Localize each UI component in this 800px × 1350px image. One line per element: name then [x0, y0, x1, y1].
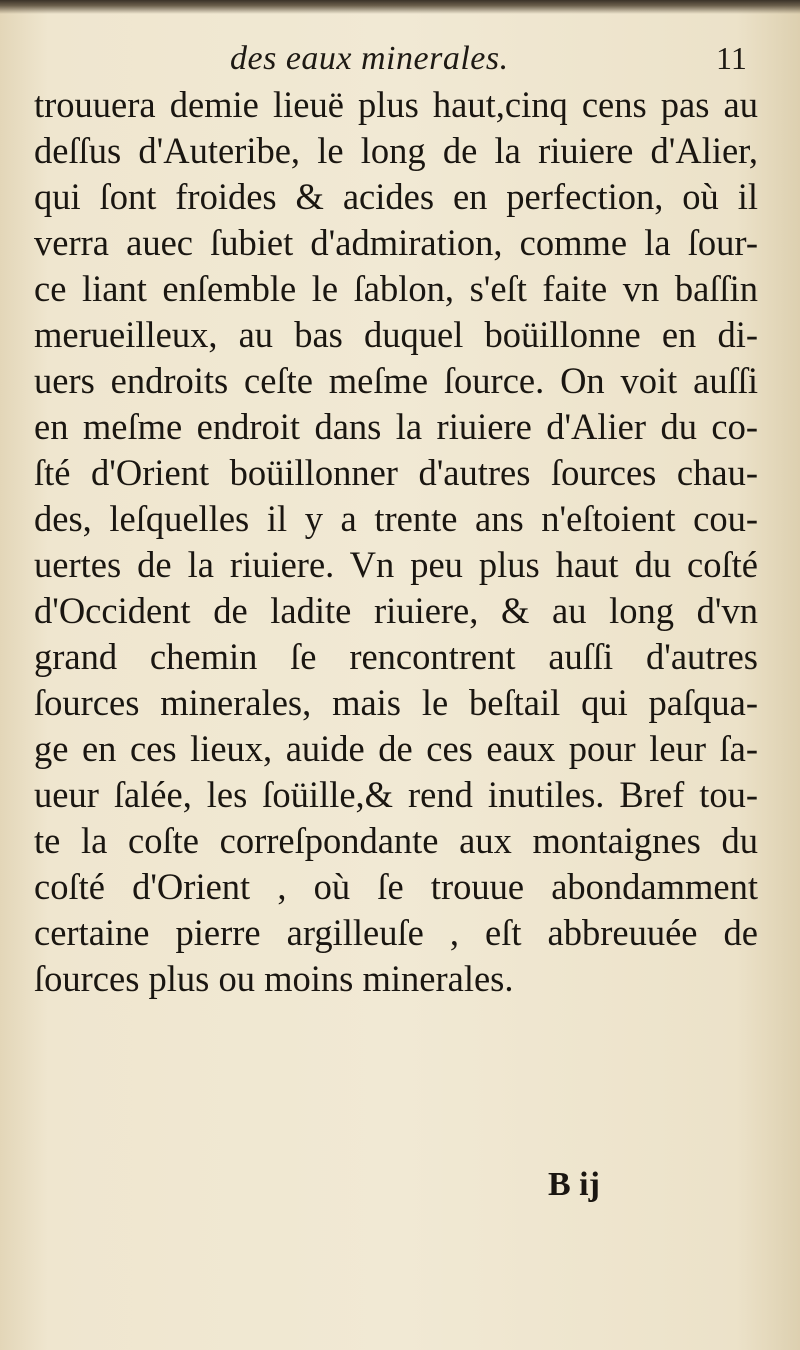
text-line: ſources minerales, mais le beſtail qui paſqua-	[34, 682, 758, 723]
running-head	[0, 38, 800, 88]
text-line: ge en ces lieux, auide de ces eaux pour leur ſa-	[34, 728, 758, 769]
text-line: deſſus d'Auteribe, le long de la riuiere d'Alier,	[34, 130, 758, 171]
text-line: grand chemin ſe rencontrent auſſi d'autres	[34, 636, 758, 677]
signature-mark: B ij	[548, 1166, 600, 1203]
text-line: ſources plus ou moins minerales.	[34, 958, 514, 999]
text-line: te la coſte correſpondante aux montaignes du	[34, 820, 758, 861]
text-line: d'Occident de ladite riuiere, & au long d'vn	[34, 590, 758, 631]
text-line: ce liant enſemble le ſablon, s'eſt faite vn baſſin	[34, 268, 758, 309]
text-line: qui ſont froides & acides en perfection, où il	[34, 176, 758, 217]
text-line: des, leſquelles il y a trente ans n'eſtoient cou-	[34, 498, 758, 539]
page-edge-shadow	[0, 0, 800, 14]
text-line: uers endroits ceſte meſme ſource. On voit auſſi	[34, 360, 758, 401]
body-text	[34, 82, 774, 1002]
text-line: ueur ſalée, les ſoüille,& rend inutiles. Bref tou-	[34, 774, 758, 815]
text-line: merueilleux, au bas duquel boüillonne en di-	[34, 314, 758, 355]
text-line: en meſme endroit dans la riuiere d'Alier du co-	[34, 406, 758, 447]
text-line: certaine pierre argilleuſe , eſt abbreuuée de	[34, 912, 758, 953]
text-line: uertes de la riuiere. Vn peu plus haut du coſté	[34, 544, 758, 585]
text-line: trouuera demie lieuë plus haut,cinq cens pas au	[34, 84, 758, 125]
text-line: verra auec ſubiet d'admiration, comme la ſour-	[34, 222, 758, 263]
running-title: des eaux minerales.	[230, 40, 509, 77]
page-number: 11	[716, 40, 747, 76]
text-line: ſté d'Orient boüillonner d'autres ſources chau-	[34, 452, 758, 493]
text-line: coſté d'Orient , où ſe trouue abondamment	[34, 866, 758, 907]
